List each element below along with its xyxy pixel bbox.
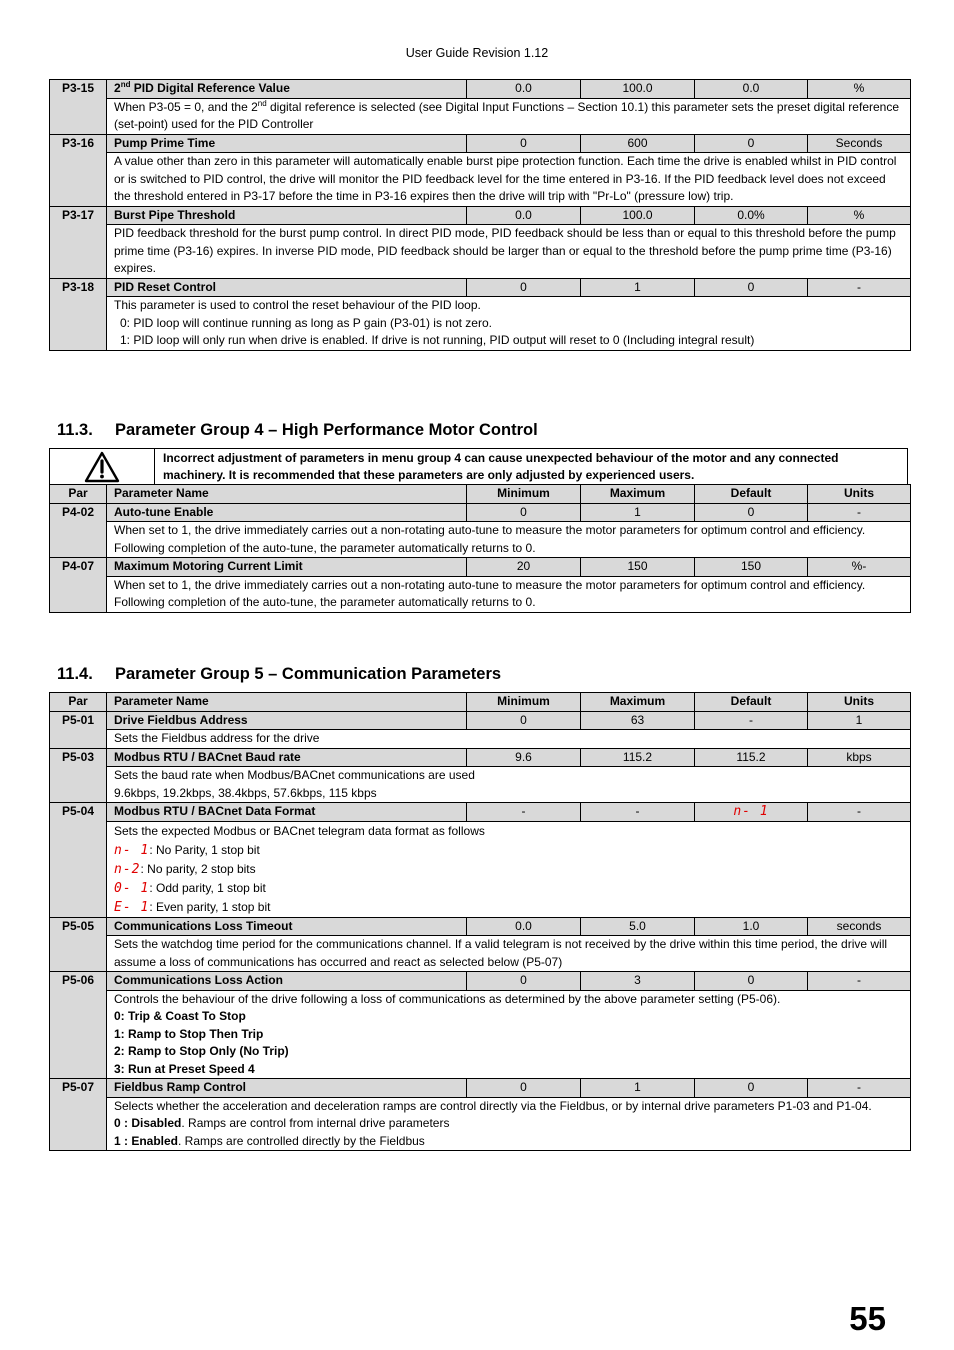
param-row-p5-05 [50,917,911,936]
param-row-p5-06 [50,972,911,991]
param-description: Sets the watchdog time period for the communications channel. If a valid telegram is not received by the drive within this time period, the drive will assume a loss of communications has occurred and react as selected below (P5-07) [107,936,911,972]
param-description: When set to 1, the drive immediately carries out a non-rotating auto-tune to measure the motor parameters for optimum control and efficiency. Following completion of the auto-tune, the parameter automatically returns to 0. [107,522,911,558]
param-default: 0 [695,972,808,991]
param-units: Seconds [808,134,911,153]
param-row-p3-17 [50,206,911,225]
param-default: 150 [695,558,808,577]
param-min: 0 [467,278,581,297]
col-name: Parameter Name [107,693,467,712]
param-id: P4-07 [50,558,107,613]
param-max: 3 [581,972,695,991]
param-default: 0.0% [695,206,808,225]
param-row-p4-02 [50,503,911,522]
param-id: P5-06 [50,972,107,1079]
param-min: 20 [467,558,581,577]
param-name: 2nd PID Digital Reference Value [107,80,467,99]
param-default: 0 [695,1079,808,1098]
param-default: 0.0 [695,80,808,99]
lcd-code: n-2 [114,861,141,877]
param-max: 150 [581,558,695,577]
param-min: 0.0 [467,206,581,225]
param-min: 0 [467,972,581,991]
col-min: Minimum [467,693,581,712]
param-description: A value other than zero in this parameter will automatically enable burst pipe protection function. Each time the drive is enabled whilst in PID control or is switched to PID control, the drive will monitor the PID feedback level for the time entered in P3-16. If the PID feedback level does not exceed the threshold entered in P3-17 before the time in P3-16 expires then the drive will trip with "Pr-Lo" (pressure low) trip. [107,153,911,207]
param-name: Pump Prime Time [107,134,467,153]
param-min: 0.0 [467,80,581,99]
param-min: 0 [467,711,581,730]
col-default: Default [695,693,808,712]
desc-line: This parameter is used to control the reset behaviour of the PID loop. [114,298,481,312]
col-max: Maximum [581,693,695,712]
warning-text: Incorrect adjustment of parameters in menu group 4 can cause unexpected behaviour of the motor and any connected machinery. It is recommended that these parameters are only adjusted by experienced users. [163,451,839,482]
action-option: 1: Ramp to Stop Then Trip [114,1026,264,1041]
col-name: Parameter Name [107,485,467,504]
param-min: 0 [467,134,581,153]
param-default: 1.0 [695,917,808,936]
param-units: %- [808,558,911,577]
table-header [50,693,911,712]
col-par: Par [50,693,107,712]
param-min: 0 [467,503,581,522]
param-min: 9.6 [467,748,581,767]
param-min: 0.0 [467,917,581,936]
format-option: 0- 1: Odd parity, 1 stop bit [114,880,266,896]
param-name: Modbus RTU / BACnet Baud rate [107,748,467,767]
param-row-p4-07 [50,558,911,577]
col-units: Units [808,693,911,712]
lcd-code: E- 1 [114,899,150,915]
desc-line: 9.6kbps, 19.2kbps, 38.4kbps, 57.6kbps, 115 kbps [114,785,377,800]
param-default: 0 [695,134,808,153]
lcd-code: n- 1 [733,804,769,819]
param-description [107,821,911,917]
param-id: P3-15 [50,80,107,135]
warning-box [49,448,908,486]
param-description: PID feedback threshold for the burst pump control. In direct PID mode, PID feedback should be less than or equal to this threshold before the pump prime time (P3-16) expires. In inverse PID mode, PID feedback should be larger than or equal to the threshold before the pump prime time (P3-16) expires. [107,225,911,279]
col-par: Par [50,485,107,504]
param-units: - [808,972,911,991]
param-id: P5-05 [50,917,107,972]
param-max: 115.2 [581,748,695,767]
desc-line: Controls the behaviour of the drive following a loss of communications as determined by the above parameter setting (P5-06). [114,991,781,1006]
desc-line: Sets the baud rate when Modbus/BACnet communications are used [114,768,475,782]
param-name: Fieldbus Ramp Control [107,1079,467,1098]
param-units: seconds [808,917,911,936]
param-units: % [808,206,911,225]
param-name: Maximum Motoring Current Limit [107,558,467,577]
param-max: 1 [581,278,695,297]
param-name: PID Reset Control [107,278,467,297]
param-max: 63 [581,711,695,730]
param-units: 1 [808,711,911,730]
param-id: P5-01 [50,711,107,748]
param-row-p5-07 [50,1079,911,1098]
param-id: P5-04 [50,803,107,918]
col-max: Maximum [581,485,695,504]
param-row-p5-03 [50,748,911,767]
param-name: Burst Pipe Threshold [107,206,467,225]
warning-triangle-icon [84,451,120,483]
page-number: 55 [849,1300,886,1337]
param-id: P3-17 [50,206,107,278]
param-id: P5-03 [50,748,107,803]
param-row-p5-04 [50,803,911,822]
param-name: Modbus RTU / BACnet Data Format [107,803,467,822]
param-name: Communications Loss Action [107,972,467,991]
param-max: 600 [581,134,695,153]
param-max: - [581,803,695,822]
param-id: P5-07 [50,1079,107,1151]
desc-line: Sets the expected Modbus or BACnet telegram data format as follows [114,823,485,838]
param-default [695,803,808,822]
desc-line: 1: PID loop will only run when drive is enabled. If drive is not running, PID output will reset to 0 (Including integral result) [120,333,755,347]
param-name: Drive Fieldbus Address [107,711,467,730]
table-header [50,485,911,504]
format-option: E- 1: Even parity, 1 stop bit [114,899,271,915]
ramp-option: 1 : Enabled. Ramps are controlled directly by the Fieldbus [114,1133,425,1148]
section-heading-11-4: 11.4. Parameter Group 5 – Communication Parameters [57,665,502,683]
param-max: 5.0 [581,917,695,936]
param-row-p5-01 [50,711,911,730]
desc-line: 0: PID loop will continue running as long as P gain (P3-01) is not zero. [120,315,492,330]
param-min: 0 [467,1079,581,1098]
param-units: - [808,803,911,822]
format-option: n-2: No parity, 2 stop bits [114,861,256,877]
lcd-code: 0- 1 [114,880,150,896]
param-description [107,297,911,351]
param-max: 1 [581,1079,695,1098]
col-units: Units [808,485,911,504]
param-units: % [808,80,911,99]
action-option: 0: Trip & Coast To Stop [114,1009,246,1023]
section-heading-11-3: 11.3. Parameter Group 4 – High Performance Motor Control [57,421,538,439]
warning-icon-cell [50,449,155,485]
param-name: Communications Loss Timeout [107,917,467,936]
param-row-p3-15 [50,80,911,99]
group3-table [49,79,911,351]
format-option: n- 1: No Parity, 1 stop bit [114,842,260,858]
page-header: User Guide Revision 1.12 [405,46,549,60]
param-max: 100.0 [581,206,695,225]
action-option: 3: Run at Preset Speed 4 [114,1061,255,1076]
group4-table [49,484,911,613]
param-min: - [467,803,581,822]
param-units: - [808,278,911,297]
param-max: 1 [581,503,695,522]
param-id: P4-02 [50,503,107,558]
param-max: 100.0 [581,80,695,99]
param-units: - [808,1079,911,1098]
action-option: 2: Ramp to Stop Only (No Trip) [114,1044,289,1058]
param-id: P3-16 [50,134,107,206]
param-row-p3-18 [50,278,911,297]
param-description: Sets the Fieldbus address for the drive [107,730,911,749]
param-id: P3-18 [50,278,107,350]
ramp-option: 0 : Disabled. Ramps are control from internal drive parameters [114,1116,450,1130]
param-description [107,767,911,803]
desc-line: Selects whether the acceleration and deceleration ramps are control directly via the Fieldbus, or by internal drive parameters P1-03 and P1-04. [114,1098,872,1113]
param-default: 0 [695,503,808,522]
param-description [107,1097,911,1151]
group5-table [49,692,911,1151]
param-units: kbps [808,748,911,767]
param-default: 115.2 [695,748,808,767]
lcd-code: n- 1 [114,842,150,858]
param-description [107,990,911,1079]
param-description: When set to 1, the drive immediately carries out a non-rotating auto-tune to measure the motor parameters for optimum control and efficiency. Following completion of the auto-tune, the parameter automatically returns to 0. [107,576,911,612]
col-min: Minimum [467,485,581,504]
param-description: When P3-05 = 0, and the 2nd digital reference is selected (see Digital Input Functions – Section 10.1) this parameter sets the preset digital reference (set-point) used for the PID Controller [107,98,911,134]
param-units: - [808,503,911,522]
param-default: 0 [695,278,808,297]
col-default: Default [695,485,808,504]
param-default: - [695,711,808,730]
param-row-p3-16 [50,134,911,153]
param-name: Auto-tune Enable [107,503,467,522]
